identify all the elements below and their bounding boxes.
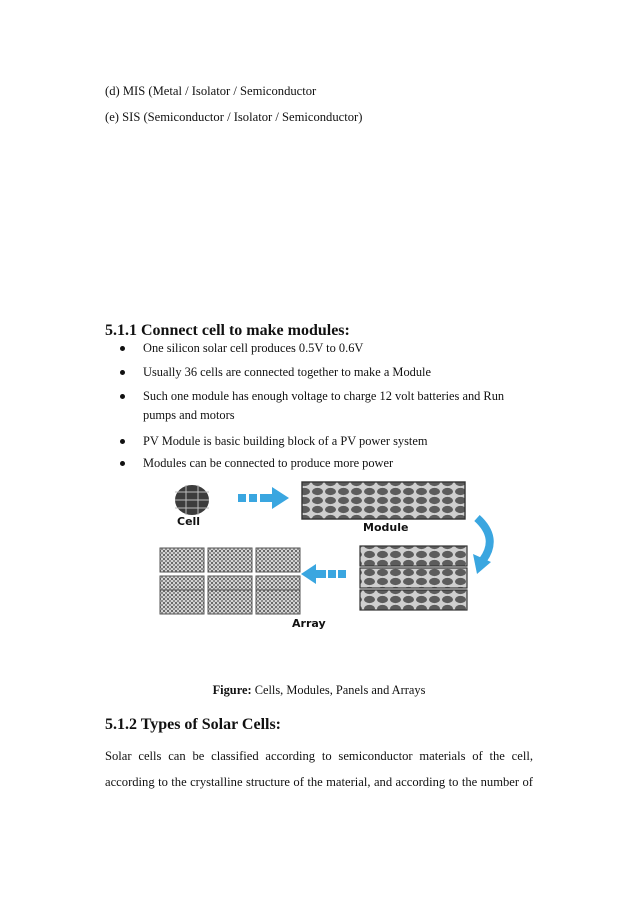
caption-prefix: Figure: <box>212 683 252 697</box>
array-label: Array <box>292 617 326 630</box>
caption-text: Cells, Modules, Panels and Arrays <box>251 683 426 697</box>
bullet-dot-icon <box>120 461 125 466</box>
bullet-dot-icon <box>120 439 125 444</box>
bullet-continuation: pumps and motors <box>143 408 235 422</box>
bullet-dot-icon <box>120 394 125 399</box>
bullet-text: One silicon solar cell produces 0.5V to 0.6V <box>143 341 364 355</box>
cell-label: Cell <box>177 515 201 528</box>
figure-caption <box>0 683 638 698</box>
bullet-text: PV Module is basic building block of a PV power system <box>143 434 428 448</box>
panel-stack <box>360 546 467 610</box>
single-cell-icon <box>175 485 209 515</box>
bullet-text: Such one module has enough voltage to charge 12 volt batteries and Run <box>143 389 505 403</box>
list-item-mis: (d) MIS (Metal / Isolator / Semiconductor <box>105 84 317 98</box>
arrow-left-icon <box>301 564 346 584</box>
section-heading-511: 5.1.1 Connect cell to make modules: <box>105 322 350 339</box>
cells-modules-arrays-figure <box>155 478 495 638</box>
bullet-dot-icon <box>120 370 125 375</box>
bullet-dot-icon <box>120 346 125 351</box>
section-heading-512: 5.1.2 Types of Solar Cells: <box>105 716 282 733</box>
module-panel <box>302 482 465 519</box>
module-label: Module <box>363 521 409 534</box>
curved-arrow-icon <box>473 518 491 574</box>
paragraph-line: according to the crystalline structure of the material, and according to the number of <box>105 775 533 789</box>
figure-svg <box>155 478 495 638</box>
bullet-text: Usually 36 cells are connected together to make a Module <box>143 365 431 379</box>
arrow-right-icon <box>238 487 289 509</box>
list-item-sis: (e) SIS (Semiconductor / Isolator / Semiconductor) <box>105 110 363 124</box>
bullet-text: Modules can be connected to produce more power <box>143 456 394 470</box>
paragraph-line: Solar cells can be classified according to semiconductor materials of the cell, <box>105 749 533 763</box>
array-grid <box>160 548 300 614</box>
